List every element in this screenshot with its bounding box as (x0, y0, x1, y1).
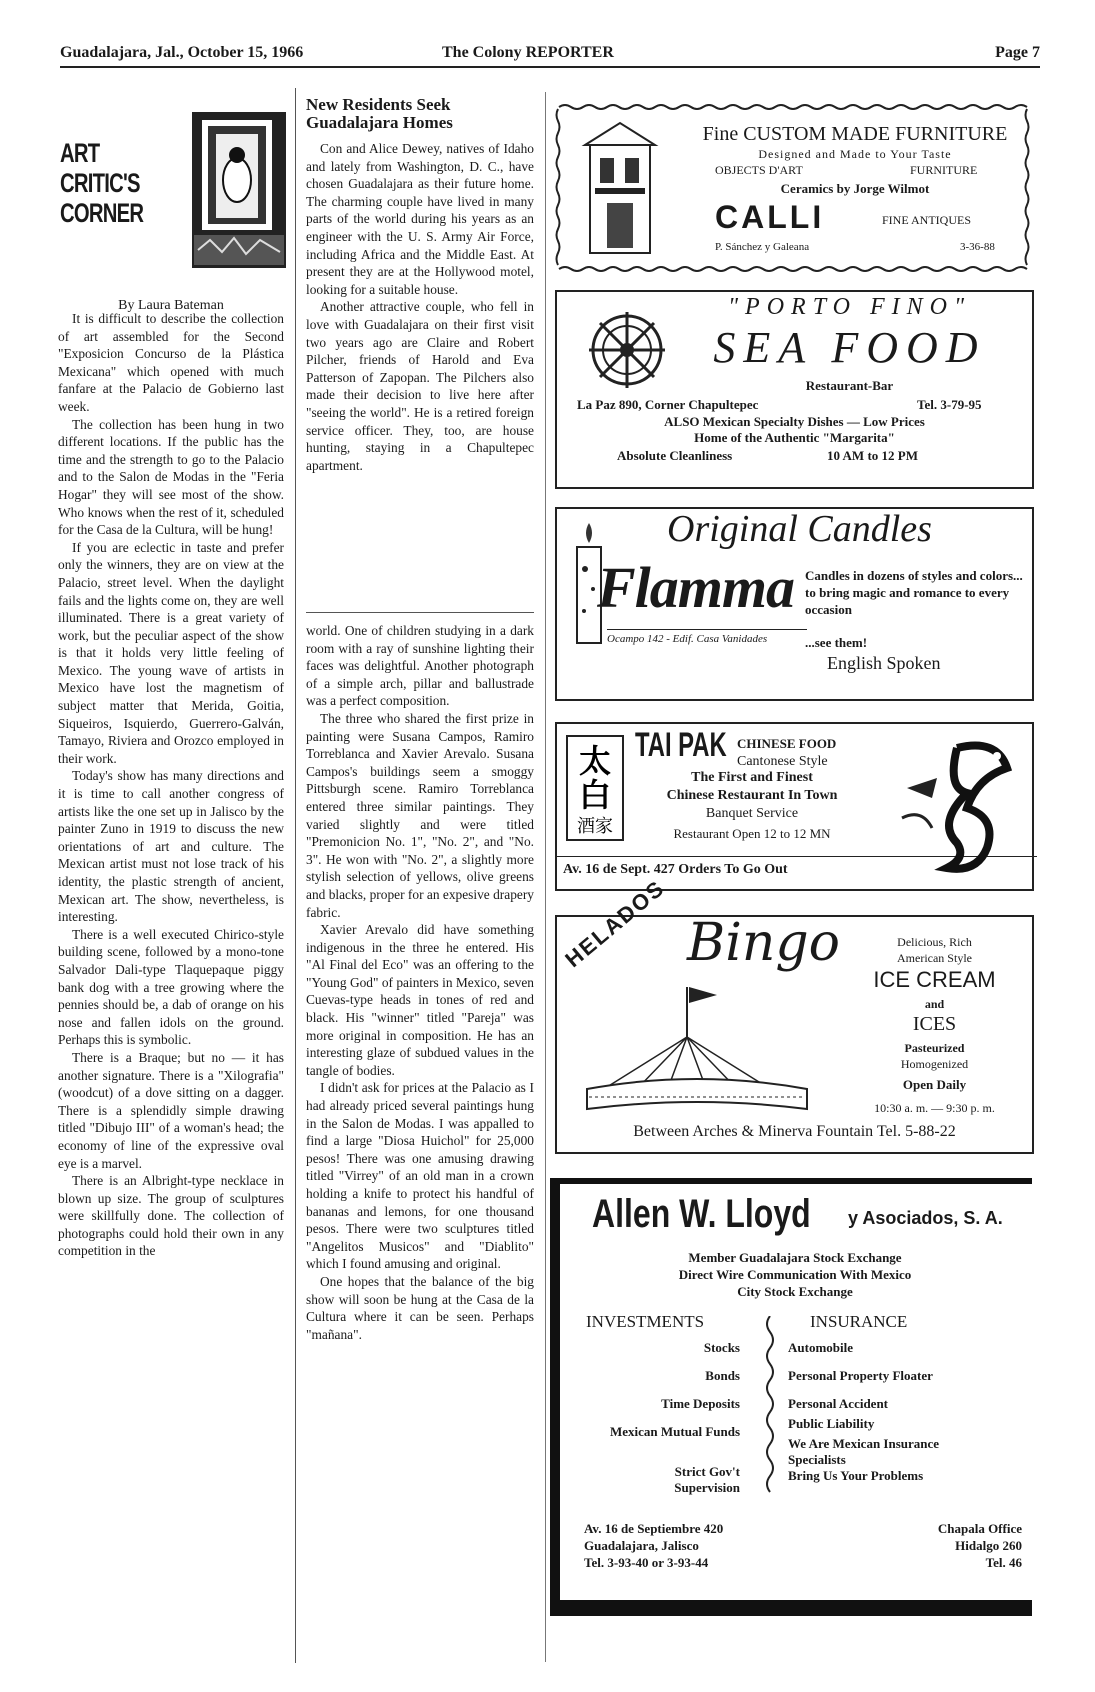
helados-hours: 10:30 a. m. — 9:30 p. m. (874, 1101, 995, 1115)
calli-antiques: FINE ANTIQUES (882, 213, 971, 227)
ship-wheel-icon (587, 310, 667, 390)
helados-ad (555, 874, 1034, 1154)
residents-article (306, 140, 534, 474)
calli-line1: Fine CUSTOM MADE FURNITURE (702, 123, 1008, 145)
paragraph: Another attractive couple, who fell in love with Guadalajara on their first visit two years ago are Claire and Robert Pilcher, friends of Harold and Eva Patterson of Zapopan. The Pilchers also made their decision to live here after "seeing the world". He is a retired foreign service officer. They, too, are house hunting, staying in a Chapultepec apartment. (306, 299, 534, 473)
critic-column-title (60, 138, 144, 228)
residents-headline: New Residents Seek Guadalajara Homes (306, 95, 453, 132)
title-line: ART (60, 138, 100, 168)
taipak-cantonese: Cantonese Style (737, 754, 828, 769)
lloyd-chapala-office (850, 1520, 1022, 1571)
helados-label: HELADOS (560, 874, 670, 973)
portofino-line2: Home of the Authentic "Margarita" (694, 430, 895, 445)
title-line: CORNER (60, 198, 144, 228)
calli-objects: OBJECTS D'ART (715, 163, 803, 177)
portofino-kind: Restaurant-Bar (805, 378, 894, 393)
helados-icecream: ICE CREAM (873, 967, 996, 992)
portofino-ad (555, 290, 1034, 489)
insurance-item: Bring Us Your Problems (788, 1468, 924, 1483)
taipak-line2: Chinese Restaurant In Town (666, 788, 838, 803)
flamma-brand: Flamma (597, 555, 795, 620)
lloyd-line3: City Stock Exchange (737, 1284, 853, 1299)
lloyd-ad (550, 1178, 1032, 1616)
calli-phone: 3-36-88 (960, 241, 995, 253)
office-line: Tel. 46 (985, 1555, 1022, 1570)
paragraph: There is a well executed Chirico-style building scene, followed by a mono-tone Salvador Dali-type Tlaquepaque piggy bank dog with a tree growing where the pennies should be, a dab of orange on his nose and fallen idols on the ground. Perhaps this is symbolic. (58, 926, 284, 1048)
chinese-characters-icon (565, 734, 627, 844)
calli-address: P. Sánchez y Galeana (715, 241, 810, 253)
portofino-line1: ALSO Mexican Specialty Dishes — Low Prices (664, 414, 925, 429)
taipak-chinese: CHINESE FOOD (737, 736, 837, 751)
paragraph: The three who shared the first prize in painting were Susana Campos, Ramiro Torreblanca and Xavier Arevalo. Susana Campos's buildings seem a smoggy Pittsburgh scene. Ramiro Torreblanca entered three similar paintings. They varied slightly and were titled "Premonicion No. 1", "No. 2", and "No. 3". He won with "No. 2", a slightly more stylish selection of yellows, olive greens and blacks, proper for an expesive drapery fabric. (306, 710, 534, 920)
dragon-icon (887, 728, 1022, 878)
lloyd-border-top (550, 1178, 1032, 1184)
title-line: CRITIC'S (60, 168, 140, 198)
flamma-title: Original Candles (667, 508, 932, 550)
insurance-item: Automobile (788, 1340, 853, 1355)
building-icon (585, 123, 655, 253)
helados-homogenized: Homogenized (900, 1057, 969, 1071)
office-line: Chapala Office (937, 1521, 1022, 1536)
investment-item: Time Deposits (661, 1396, 740, 1411)
insurance-list (788, 1340, 988, 1484)
article-divider (306, 612, 534, 613)
carousel-icon (567, 977, 827, 1117)
critic-article (58, 310, 284, 1260)
calli-name: CALLI (715, 199, 825, 235)
calli-ad (555, 103, 1030, 273)
dateline: Guadalajara, Jal., October 15, 1966 (60, 44, 304, 61)
flamma-text: Candles in dozens of styles and colors... to bring magic and romance to every occasion (805, 568, 1023, 617)
svg-text:白: 白 (578, 776, 612, 814)
investment-item: Bonds (705, 1368, 740, 1383)
address-line: Av. 16 de Septiembre 420 (584, 1521, 724, 1536)
address-line: Guadalajara, Jalisco (584, 1538, 699, 1553)
paragraph: It is difficult to describe the collection of art assembled for the Second "Exposicion Concurso de la Plástica Mexicana" which opened with much fanfare at the Palacio de Gobierno last week. (58, 311, 284, 414)
helados-open: Open Daily (902, 1077, 967, 1092)
calli-ceramics: Ceramics by Jorge Wilmot (780, 181, 930, 196)
taipak-ad (555, 722, 1034, 891)
calli-line2: Designed and Made to Your Taste (758, 147, 952, 161)
flamma-ad (555, 507, 1034, 701)
investments-heading: INVESTMENTS (586, 1312, 705, 1331)
byline: By Laura Bateman (118, 298, 224, 313)
lloyd-line1: Member Guadalajara Stock Exchange (688, 1250, 902, 1265)
portofino-clean: Absolute Cleanliness (617, 448, 733, 463)
insurance-item: Public Liability (788, 1416, 875, 1431)
portofino-hours: 10 AM to 12 PM (827, 448, 918, 463)
helados-american: American Style (897, 951, 972, 965)
paragraph: There is an Albright-type necklace in blown up size. The group of sculptures were skillfully done. The collection of photographs could hold their own in any competition in the (58, 1173, 284, 1259)
paragraph: The collection has been hung in two different locations. If the public has the time and the strength to go to the Palacio and to the Salon de Modas in the "Feria Hogar" they will see most of the show. Who knows when the rest of it, scheduled for the Casa de la Cultura, will be hung! (58, 416, 284, 538)
paper-name: The Colony REPORTER (442, 44, 614, 61)
taipak-name: TAI PAK (635, 726, 727, 764)
insurance-item: We Are Mexican Insurance Specialists (788, 1436, 940, 1467)
svg-text:酒家: 酒家 (577, 816, 613, 837)
paragraph: Today's show has many directions and it is time to call another congress of artists like the one set up in Jalisco by the painter Zuno in 1919 to discuss the new orientations of art and culture. The Mexican artist must not lose track of his identity, the plastic strength of ancient, Mexican art. The show, nevertheless, is interesting. (58, 768, 284, 925)
helados-address: Between Arches & Minerva Fountain Tel. 5-88-22 (633, 1123, 956, 1140)
page-number: Page 7 (995, 44, 1040, 61)
critic-article-continued (306, 622, 534, 1343)
paragraph: One hopes that the balance of the big show will soon be hung at the Casa de la Cultura where it can be seen. Perhaps "mañana". (306, 1273, 534, 1342)
taipak-address: Av. 16 de Sept. 427 Orders To Go Out (563, 862, 788, 877)
paragraph: There is a Braque; but no — it has another signature. There is a "Xilografia" (woodcut) of a dove sitting on a dagger. There is a splendidly simple drawing titled "Dibujo III" of a woman's head; the economy of line of the expressive oval eye is a marvel. (58, 1049, 284, 1171)
lloyd-name: Allen W. Lloyd (592, 1192, 811, 1236)
insurance-heading: INSURANCE (810, 1312, 908, 1331)
investment-item: Stocks (703, 1340, 740, 1355)
lloyd-address (584, 1520, 723, 1571)
critic-illustration (190, 110, 288, 270)
insurance-item: Personal Accident (788, 1396, 889, 1411)
portofino-subtitle: SEA FOOD (713, 323, 986, 372)
lloyd-border-bottom (550, 1600, 1032, 1616)
paragraph: Con and Alice Dewey, natives of Idaho and lately from Washington, D. C., have chosen Guadalajara as their future home. The charming couple have lived in many parts of the world during his years as an engineer with the U. S. Army Air Force, including Africa and the Middle East. At present they are at the Hollywood motel, looking for a suitable house. (306, 141, 534, 297)
portofino-title: "PORTO FINO" (727, 294, 972, 320)
column-rule (295, 88, 296, 1663)
column-rule (545, 92, 546, 1662)
helados-ices: ICES (912, 1013, 957, 1035)
investments-list (610, 1340, 740, 1496)
helados-pasteurized: Pasteurized (904, 1041, 965, 1055)
paragraph: Xavier Arevalo did have something indigenous in the three he entered. His "Al Final del Eco" was an offering to the "Young God" of painters in Mexico, seven Cuevas-type heads in tones of red and black. His "winner" titled "Pareja" was more original in composition. He has an interesting glaze of subdued values in the tangle of bodies. (306, 922, 534, 1078)
lloyd-border-left (550, 1178, 560, 1616)
taipak-line1: The First and Finest (691, 770, 813, 785)
investment-item: Strict Gov't Supervision (674, 1464, 740, 1495)
bingo-label: Bingo (687, 913, 840, 973)
taipak-line3: Banquet Service (705, 806, 799, 821)
paragraph: If you are eclectic in taste and prefer only the winners, they are on view at the Palacio, street level. When the daylight fails and the lights come on, they are well illuminated. There is a great variety of work, but the peculiar aspect of the show is that it holds very little feeling of Mexico. The young wave of artists in Mexico have lost the magnetism of subject matter that Merida, Goitia, Siqueiros, Isquierdo, Guerrero-Galván, Tamayo, Riviera and Orozco employed in their work. (58, 539, 284, 766)
investment-item: Mexican Mutual Funds (610, 1424, 741, 1439)
paragraph: I didn't ask for prices at the Palacio as I had already priced several paintings hung in the Salon de Modas. I was appalled to find a large "Diosa Huichol" for 25,000 pesos! There was one amusing drawing titled "Virrey" of an old man in a crown holding a knife to protect his handful of bananas and lemons, for one thousand pesos. There were two sculptures titled "Angelitos Musicos" and "Diablito" which I found amusing and original. (306, 1080, 534, 1272)
lloyd-suffix: y Asociados, S. A. (848, 1208, 1003, 1228)
masthead (60, 44, 1040, 68)
helados-delicious: Delicious, Rich (897, 935, 972, 949)
flamma-see: ...see them! (805, 635, 868, 650)
bracket-divider (760, 1316, 780, 1496)
address-line: Tel. 3-93-40 or 3-93-44 (584, 1555, 709, 1570)
lloyd-line2: Direct Wire Communication With Mexico (678, 1267, 912, 1282)
portofino-address: La Paz 890, Corner Chapultepec (577, 397, 759, 412)
taipak-hours: Restaurant Open 12 to 12 MN (673, 826, 831, 841)
insurance-item: Personal Property Floater (788, 1368, 933, 1383)
calli-furniture: FURNITURE (910, 163, 978, 177)
flamma-address: Ocampo 142 - Edif. Casa Vanidades (607, 633, 768, 645)
svg-text:太: 太 (578, 742, 612, 780)
portofino-phone: Tel. 3-79-95 (917, 397, 982, 412)
flamma-underline (607, 629, 807, 630)
flamma-english: English Spoken (827, 653, 941, 673)
helados-and: and (924, 997, 945, 1011)
office-line: Hidalgo 260 (955, 1538, 1022, 1553)
paragraph: world. One of children studying in a dark room with a ray of sunshine lighting their faces was delightful. Another photograph of a simple arch, pillar and ballustrade was a perfect composition. (306, 623, 534, 709)
